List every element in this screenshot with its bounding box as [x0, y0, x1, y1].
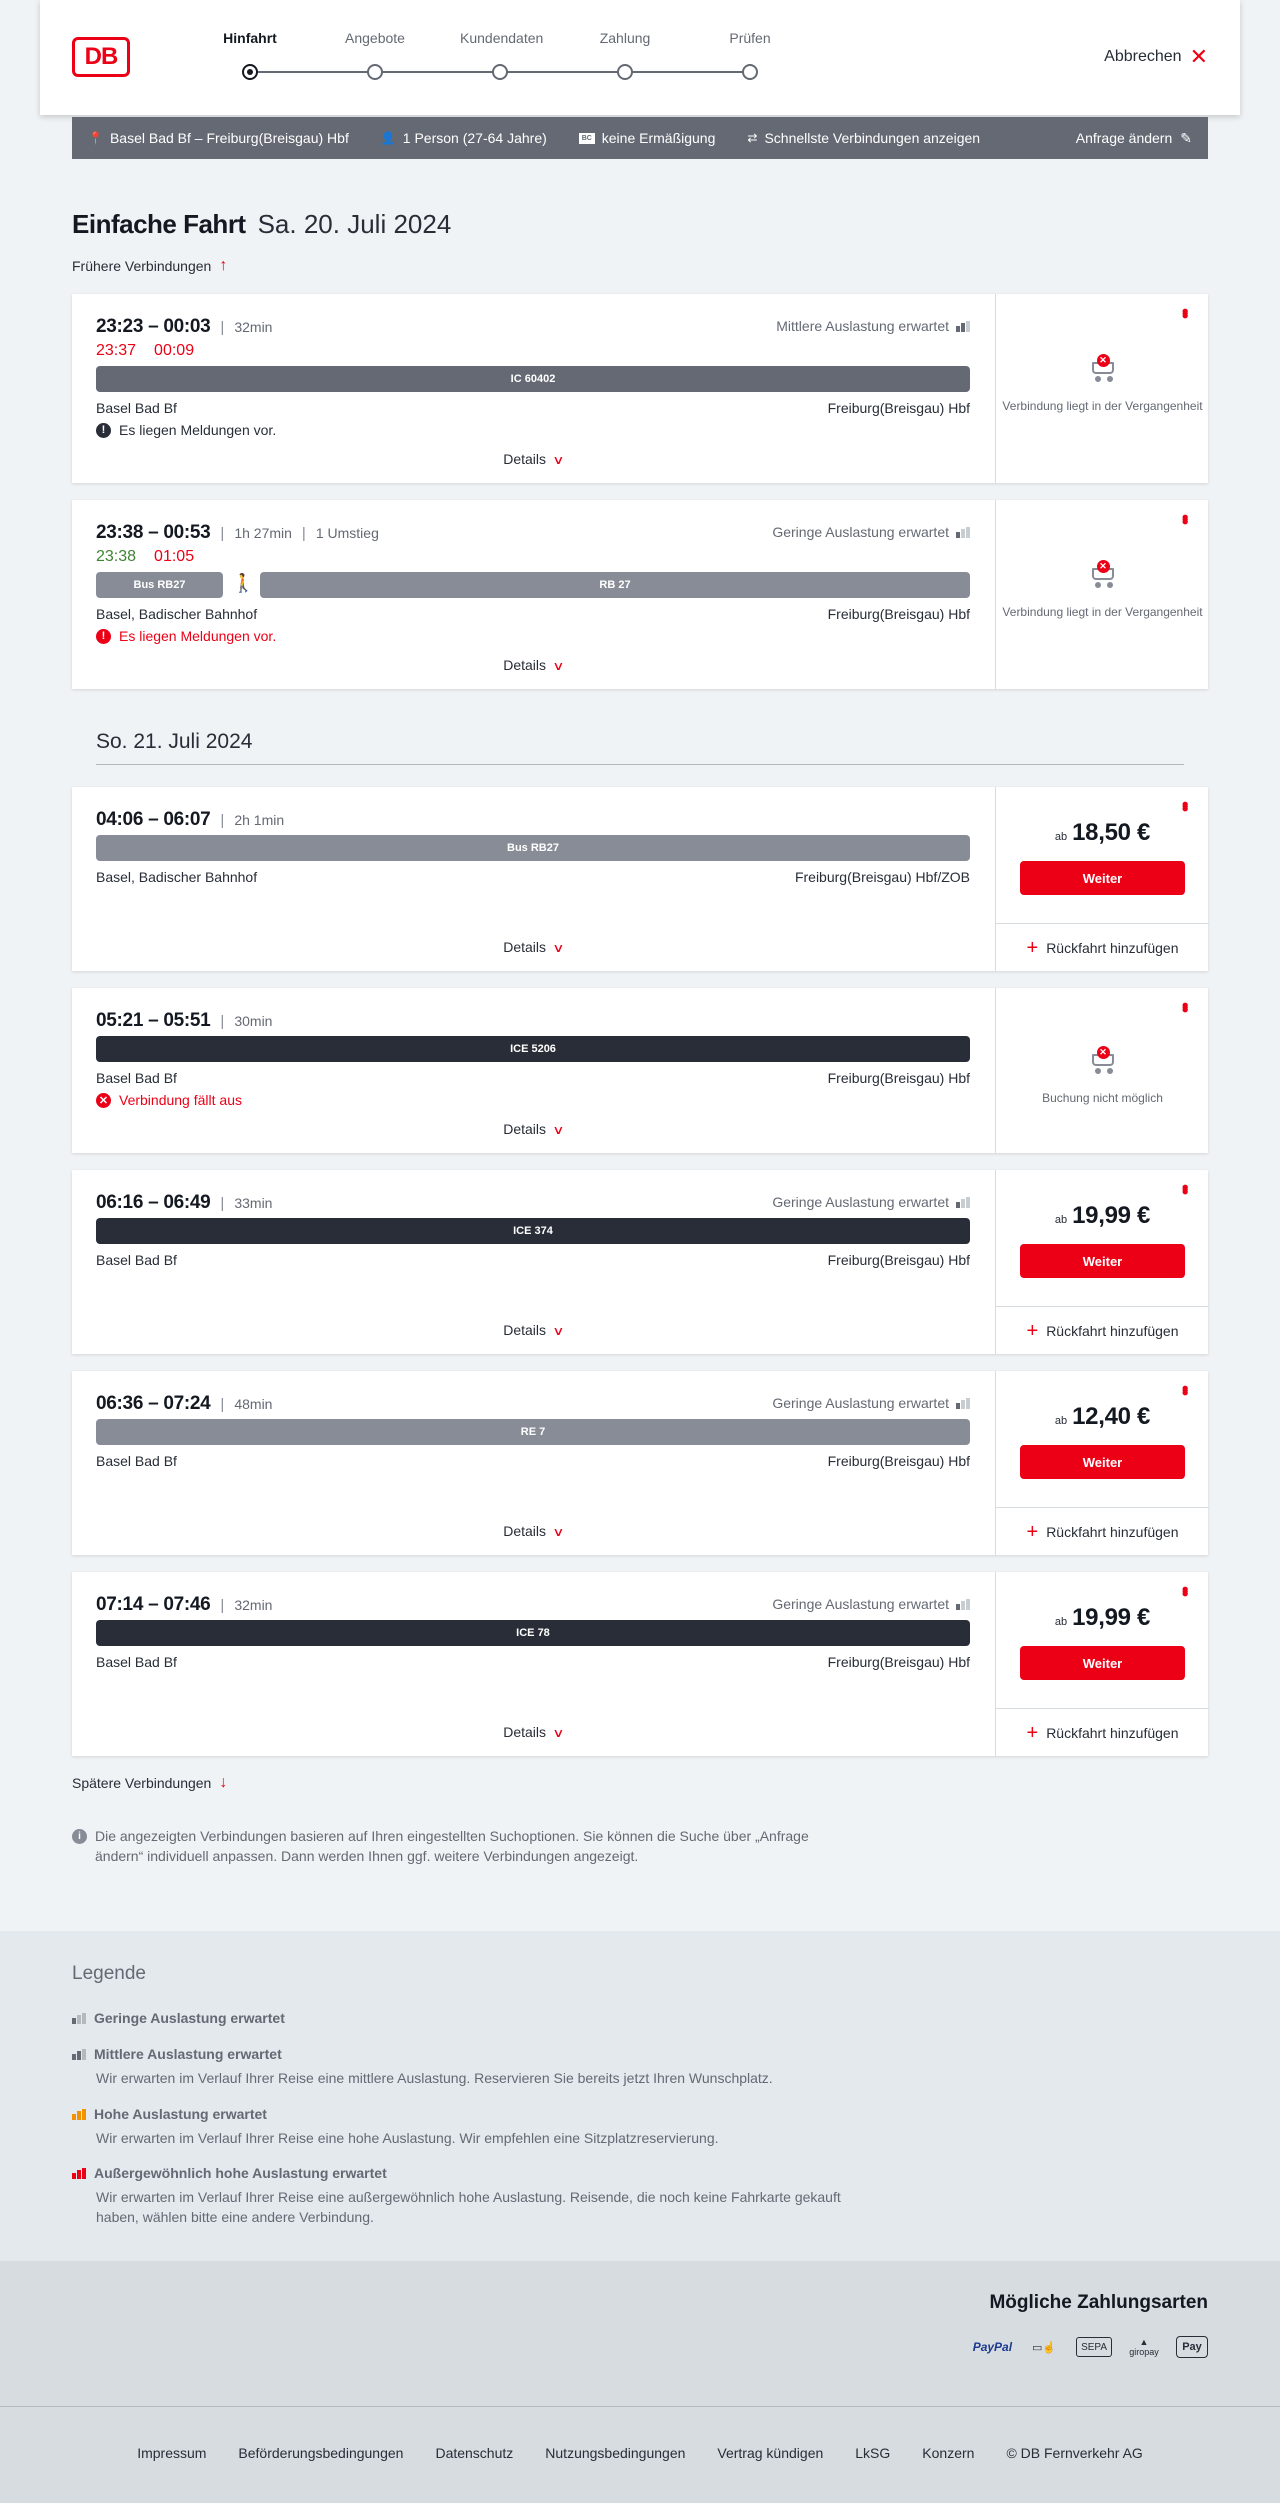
legend-item-very-high [72, 2165, 872, 2227]
legend-desc: Wir erwarten im Verlauf Ihrer Reise eine mittlere Auslastung. Reservieren Sie bereits jetzt Ihren Wunschplatz. [96, 2070, 773, 2086]
duration: 32min [234, 1597, 273, 1613]
details-toggle[interactable] [96, 1724, 970, 1740]
connection-card[interactable] [72, 500, 1208, 689]
footer-link-kuendigen[interactable]: Vertrag kündigen [717, 2445, 824, 2461]
cancellation-notice [96, 1092, 242, 1108]
price-line [996, 1604, 1209, 1632]
price-prefix: ab [1054, 1214, 1068, 1226]
connection-times [96, 1192, 272, 1214]
price-box [996, 1604, 1209, 1680]
connection-card[interactable] [72, 294, 1208, 483]
load-text: Geringe Auslastung erwartet [772, 524, 949, 540]
connection-main [96, 500, 970, 689]
legend-desc: Wir erwarten im Verlauf Ihrer Reise eine hohe Auslastung. Wir empfehlen eine Sitzplatzreservierung. [96, 2130, 719, 2146]
price-box [996, 1202, 1209, 1278]
details-toggle[interactable] [96, 451, 970, 467]
departure-station: Basel Bad Bf [96, 1654, 177, 1670]
train-bar: Bus RB27 [96, 835, 970, 861]
add-return-button[interactable] [996, 923, 1209, 971]
planned-times: 05:21 – 05:51 [96, 1010, 211, 1031]
more-options-icon[interactable]: ••• [1175, 1184, 1195, 1191]
plus-icon: + [1026, 1721, 1039, 1744]
connection-card[interactable] [72, 787, 1208, 971]
load-high-icon [72, 2109, 86, 2120]
load-low-icon [956, 1398, 970, 1409]
price-line [996, 819, 1209, 847]
connection-card[interactable] [72, 1572, 1208, 1756]
add-return-button[interactable] [996, 1708, 1209, 1756]
load-indicator [772, 1395, 970, 1411]
connection-main [96, 1371, 970, 1555]
arrow-down-icon: ↓ [219, 1774, 228, 1791]
load-low-icon [956, 1599, 970, 1610]
cancel-label: Abbrechen [1104, 48, 1182, 65]
transfers: 1 Umstieg [315, 525, 379, 541]
walking-icon: 🚶 [232, 573, 255, 593]
arrival-station: Freiburg(Breisgau) Hbf [827, 606, 970, 622]
connection-times [96, 1010, 272, 1032]
train-bar: ICE 5206 [96, 1036, 970, 1062]
load-text: Geringe Auslastung erwartet [772, 1395, 949, 1411]
step-pruefen [710, 30, 790, 80]
footer-links [0, 2445, 1280, 2461]
load-indicator [772, 1596, 970, 1612]
plus-icon: + [1026, 936, 1039, 959]
travellers-text: 1 Person (27-64 Jahre) [402, 130, 547, 146]
connection-side [995, 1572, 1208, 1756]
add-return-label: Rückfahrt hinzufügen [1046, 939, 1179, 956]
chevron-down-icon: ∨ [552, 1123, 565, 1137]
chevron-down-icon: ∨ [552, 1324, 565, 1338]
payment-icons [973, 2333, 1208, 2361]
unavailable-text: Verbindung liegt in der Vergangenheit [1002, 399, 1203, 413]
plus-icon: + [1026, 1520, 1039, 1543]
realtime-times [96, 548, 194, 566]
cart-unavailable-icon: ✕ [1086, 1046, 1120, 1076]
person-icon: 👤 [380, 131, 396, 145]
connection-main [96, 787, 970, 971]
separator: | [220, 1194, 225, 1212]
chevron-down-icon: ∨ [552, 453, 565, 467]
legend-item-high [72, 2106, 872, 2148]
arrival-station: Freiburg(Breisgau) Hbf/ZOB [794, 869, 970, 885]
legend-item-title [72, 2046, 872, 2062]
chevron-down-icon: ∨ [552, 1726, 565, 1740]
footer-link-konzern[interactable]: Konzern [922, 2445, 975, 2461]
travel-date: Sa. 20. Juli 2024 [257, 209, 452, 239]
step-dot [367, 64, 383, 80]
unavailable-text: Verbindung liegt in der Vergangenheit [1002, 605, 1203, 619]
step-hinfahrt [210, 30, 290, 80]
realtime-arrival: 00:09 [154, 342, 195, 359]
connection-side [995, 1170, 1208, 1354]
warning-icon: ! [96, 629, 111, 644]
load-low-icon [72, 2013, 86, 2024]
unavailable-box [996, 354, 1209, 414]
price-value: 19,99 € [1072, 1202, 1151, 1229]
close-icon: ✕ [1189, 44, 1208, 69]
duration: 48min [234, 1396, 273, 1412]
train-bar: RE 7 [96, 1419, 970, 1445]
earlier-connections-link[interactable] [72, 257, 227, 275]
legend-label: Außergewöhnlich hohe Auslastung erwartet [94, 2165, 387, 2181]
price-prefix: ab [1054, 831, 1068, 843]
duration: 30min [234, 1013, 273, 1029]
arrival-station: Freiburg(Breisgau) Hbf [827, 1453, 970, 1469]
legend-label: Mittlere Auslastung erwartet [94, 2046, 282, 2062]
train-bar: RB 27 [260, 572, 970, 598]
stations [96, 869, 970, 885]
price-box [996, 1403, 1209, 1479]
arrow-up-icon: ↑ [219, 257, 228, 274]
notice-text: Es liegen Meldungen vor. [119, 628, 277, 644]
notice-text: Es liegen Meldungen vor. [119, 422, 277, 438]
stations [96, 606, 970, 622]
notice-text: Verbindung fällt aus [119, 1092, 242, 1108]
separator: | [220, 1596, 225, 1614]
footer-link-datenschutz[interactable]: Datenschutz [435, 2445, 514, 2461]
duration: 32min [234, 319, 273, 335]
giropay-icon [1128, 2333, 1160, 2361]
connection-times [96, 809, 284, 831]
planned-times: 07:14 – 07:46 [96, 1594, 211, 1615]
footer-copyright: © DB Fernverkehr AG [1006, 2445, 1143, 2461]
cancelled-icon: ✕ [96, 1093, 111, 1108]
details-label: Details [503, 1121, 546, 1137]
footer [0, 2406, 1280, 2503]
duration: 2h 1min [234, 812, 285, 828]
realtime-departure: 23:38 [96, 548, 137, 565]
legend-desc: Wir erwarten im Verlauf Ihrer Reise eine außergewöhnlich hohe Auslastung. Reisende, die noch keine Fahrkarte gekauft haben, wählen bitte eine andere Verbindung. [96, 2189, 841, 2225]
info-icon: ! [96, 423, 111, 438]
price-prefix: ab [1054, 1616, 1068, 1628]
location-pin-icon: 📍 [88, 131, 103, 145]
departure-station: Basel Bad Bf [96, 1070, 177, 1086]
mode-summary [747, 130, 980, 146]
footer-link-nutzung[interactable]: Nutzungsbedingungen [545, 2445, 686, 2461]
separator: | [220, 318, 225, 336]
connection-main [96, 1572, 970, 1756]
plus-icon: + [1026, 1319, 1039, 1342]
step-label: Kundendaten [460, 30, 544, 46]
details-toggle[interactable] [96, 1121, 970, 1137]
continue-button[interactable]: Weiter [1020, 861, 1185, 895]
separator: | [220, 524, 225, 542]
mode-text: Schnellste Verbindungen anzeigen [764, 130, 981, 146]
connection-side [995, 1371, 1208, 1555]
planned-times: 04:06 – 06:07 [96, 809, 211, 830]
departure-station: Basel Bad Bf [96, 1252, 177, 1268]
cancel-button[interactable] [1104, 46, 1208, 68]
chevron-down-icon: ∨ [552, 1525, 565, 1539]
bahncard-icon: BC [579, 133, 595, 144]
step-zahlung [585, 30, 665, 80]
step-label: Zahlung [599, 30, 651, 46]
add-return-label: Rückfahrt hinzufügen [1046, 1724, 1179, 1741]
later-connections-link[interactable] [72, 1774, 227, 1792]
train-bar: IC 60402 [96, 366, 970, 392]
planned-times: 06:16 – 06:49 [96, 1192, 211, 1213]
unavailable-text: Buchung nicht möglich [1042, 1091, 1163, 1105]
chevron-down-icon: ∨ [552, 941, 565, 955]
details-label: Details [503, 1523, 546, 1539]
route-summary [88, 130, 349, 146]
cart-unavailable-icon: ✕ [1086, 354, 1120, 384]
legend-title: Legende [72, 1963, 146, 1984]
card-icon: ▭☝ [1032, 2341, 1057, 2354]
apple-pay-icon: Pay [1176, 2336, 1208, 2358]
step-dot [492, 64, 508, 80]
separator: | [220, 1012, 225, 1030]
change-request-label: Anfrage ändern [1075, 130, 1173, 146]
duration: 33min [234, 1195, 273, 1211]
arrival-station: Freiburg(Breisgau) Hbf [827, 1654, 970, 1670]
duration: 1h 27min [234, 525, 292, 541]
load-low-icon [956, 527, 970, 538]
departure-station: Basel, Badischer Bahnhof [96, 606, 258, 622]
connection-times [96, 522, 379, 544]
booking-stepper [210, 30, 770, 90]
legend-item-title [72, 2106, 872, 2122]
legend-item-title [72, 2010, 872, 2026]
details-toggle[interactable] [96, 657, 970, 673]
step-kundendaten [460, 30, 544, 80]
connection-side [995, 294, 1208, 483]
legend-item-title [72, 2165, 872, 2181]
details-label: Details [503, 451, 546, 467]
more-options-icon[interactable]: ••• [1175, 1385, 1195, 1392]
sepa-icon: SEPA [1076, 2337, 1112, 2357]
step-angebote [335, 30, 415, 80]
connection-times [96, 1594, 272, 1616]
legend-label: Hohe Auslastung erwartet [94, 2106, 267, 2122]
info-note-text: Die angezeigten Verbindungen basieren auf Ihren eingestellten Suchoptionen. Sie können die Suche über „Anfrage ändern“ individuell anpassen. Dann werden Ihnen ggf. weitere Verbindungen angezeigt. [95, 1828, 809, 1864]
separator: | [220, 1395, 225, 1413]
notice-message [96, 628, 276, 644]
connection-times [96, 316, 272, 338]
footer-link-impressum[interactable]: Impressum [137, 2445, 207, 2461]
connection-side [995, 787, 1208, 971]
load-text: Geringe Auslastung erwartet [772, 1596, 949, 1612]
unavailable-box [996, 1046, 1209, 1106]
trip-type: Einfache Fahrt [72, 209, 246, 239]
add-return-label: Rückfahrt hinzufügen [1046, 1322, 1179, 1339]
giropay-label: giropay [1129, 2347, 1159, 2357]
step-dot-active [242, 64, 258, 80]
train-bar: Bus RB27 [96, 572, 223, 598]
more-options-icon[interactable]: ••• [1175, 1586, 1195, 1593]
train-bar: ICE 374 [96, 1218, 970, 1244]
footer-link-lksg[interactable]: LkSG [855, 2445, 891, 2461]
stations [96, 1654, 970, 1670]
details-label: Details [503, 939, 546, 955]
info-icon: i [72, 1829, 87, 1844]
payment-methods-title: Mögliche Zahlungsarten [989, 2292, 1208, 2313]
price-prefix: ab [1054, 1415, 1068, 1427]
stations [96, 400, 970, 416]
continue-button[interactable]: Weiter [1020, 1244, 1185, 1278]
pencil-icon: ✎ [1180, 129, 1192, 146]
notice-message [96, 422, 276, 438]
earlier-connections-label: Frühere Verbindungen [72, 258, 212, 274]
more-options-icon[interactable]: ••• [1175, 308, 1195, 315]
add-return-button[interactable] [996, 1306, 1209, 1354]
later-connections-label: Spätere Verbindungen [72, 1775, 212, 1791]
add-return-button[interactable] [996, 1507, 1209, 1555]
legend-label: Geringe Auslastung erwartet [94, 2010, 285, 2026]
footer-link-befoerderung[interactable]: Beförderungsbedingungen [238, 2445, 404, 2461]
arrival-station: Freiburg(Breisgau) Hbf [827, 1252, 970, 1268]
change-request-button[interactable] [1076, 130, 1192, 147]
connection-side [995, 500, 1208, 689]
train-bar: ICE 78 [96, 1620, 970, 1646]
giropay-glyph: ▲ [1139, 2337, 1149, 2347]
paypal-icon: PayPal [972, 2340, 1013, 2354]
departure-station: Basel, Badischer Bahnhof [96, 869, 258, 885]
connection-card[interactable] [72, 1170, 1208, 1354]
planned-times: 23:38 – 00:53 [96, 522, 211, 543]
cart-unavailable-icon: ✕ [1086, 560, 1120, 590]
load-medium-icon [72, 2049, 86, 2060]
discount-summary [579, 130, 716, 146]
step-label: Hinfahrt [223, 30, 277, 46]
separator: | [220, 811, 225, 829]
unavailable-box [996, 560, 1209, 620]
arrival-station: Freiburg(Breisgau) Hbf [827, 1070, 970, 1086]
load-very-high-icon [72, 2168, 86, 2179]
legend-item-low [72, 2010, 872, 2026]
legend-item-medium [72, 2046, 872, 2088]
swap-arrows-icon: ⇄ [747, 131, 758, 145]
price-line [996, 1202, 1209, 1230]
more-options-icon[interactable]: ••• [1175, 514, 1195, 521]
route-text: Basel Bad Bf – Freiburg(Breisgau) Hbf [109, 130, 349, 146]
details-label: Details [503, 657, 546, 673]
more-options-icon[interactable]: ••• [1175, 801, 1195, 808]
arrival-station: Freiburg(Breisgau) Hbf [827, 400, 970, 416]
step-label: Angebote [345, 30, 405, 46]
travellers-summary [381, 130, 547, 146]
connection-times [96, 1393, 272, 1415]
details-toggle[interactable] [96, 1322, 970, 1338]
db-logo[interactable]: DB [72, 37, 130, 77]
price-value: 19,99 € [1072, 1604, 1151, 1631]
step-dot [742, 64, 758, 80]
departure-station: Basel Bad Bf [96, 400, 177, 416]
continue-button[interactable]: Weiter [1020, 1445, 1185, 1479]
discount-text: keine Ermäßigung [601, 130, 716, 146]
load-text: Geringe Auslastung erwartet [772, 1194, 949, 1210]
connection-main [96, 294, 970, 483]
search-info-note [72, 1826, 852, 1866]
departure-station: Basel Bad Bf [96, 1453, 177, 1469]
stations [96, 1252, 970, 1268]
legend [0, 1931, 1280, 2261]
realtime-departure: 23:37 [96, 342, 137, 359]
stations [96, 1453, 970, 1469]
realtime-times [96, 342, 194, 360]
realtime-arrival: 01:05 [154, 548, 195, 565]
connection-main [96, 988, 970, 1153]
load-indicator [772, 524, 970, 540]
details-toggle[interactable] [96, 939, 970, 955]
page-title [72, 209, 451, 240]
price-box [996, 819, 1209, 895]
payment-methods [0, 2261, 1280, 2406]
chevron-down-icon: ∨ [552, 659, 565, 673]
connection-card[interactable] [72, 988, 1208, 1153]
price-value: 12,40 € [1072, 1403, 1151, 1430]
load-low-icon [956, 1197, 970, 1208]
header [40, 0, 1240, 115]
search-summary-bar [72, 117, 1208, 159]
load-medium-icon [956, 321, 970, 332]
load-text: Mittlere Auslastung erwartet [776, 318, 949, 334]
planned-times: 06:36 – 07:24 [96, 1393, 211, 1414]
more-options-icon[interactable]: ••• [1175, 1002, 1195, 1009]
load-indicator [772, 1194, 970, 1210]
step-dot [617, 64, 633, 80]
connection-side [995, 988, 1208, 1153]
continue-button[interactable]: Weiter [1020, 1646, 1185, 1680]
stations [96, 1070, 970, 1086]
step-label: Prüfen [729, 30, 771, 46]
add-return-label: Rückfahrt hinzufügen [1046, 1523, 1179, 1540]
separator: | [301, 524, 306, 542]
details-toggle[interactable] [96, 1523, 970, 1539]
load-indicator [776, 318, 970, 334]
details-label: Details [503, 1724, 546, 1740]
planned-times: 23:23 – 00:03 [96, 316, 211, 337]
day-separator: So. 21. Juli 2024 [96, 730, 1184, 765]
price-line [996, 1403, 1209, 1431]
price-value: 18,50 € [1072, 819, 1151, 846]
details-label: Details [503, 1322, 546, 1338]
connection-card[interactable] [72, 1371, 1208, 1555]
connection-main [96, 1170, 970, 1354]
